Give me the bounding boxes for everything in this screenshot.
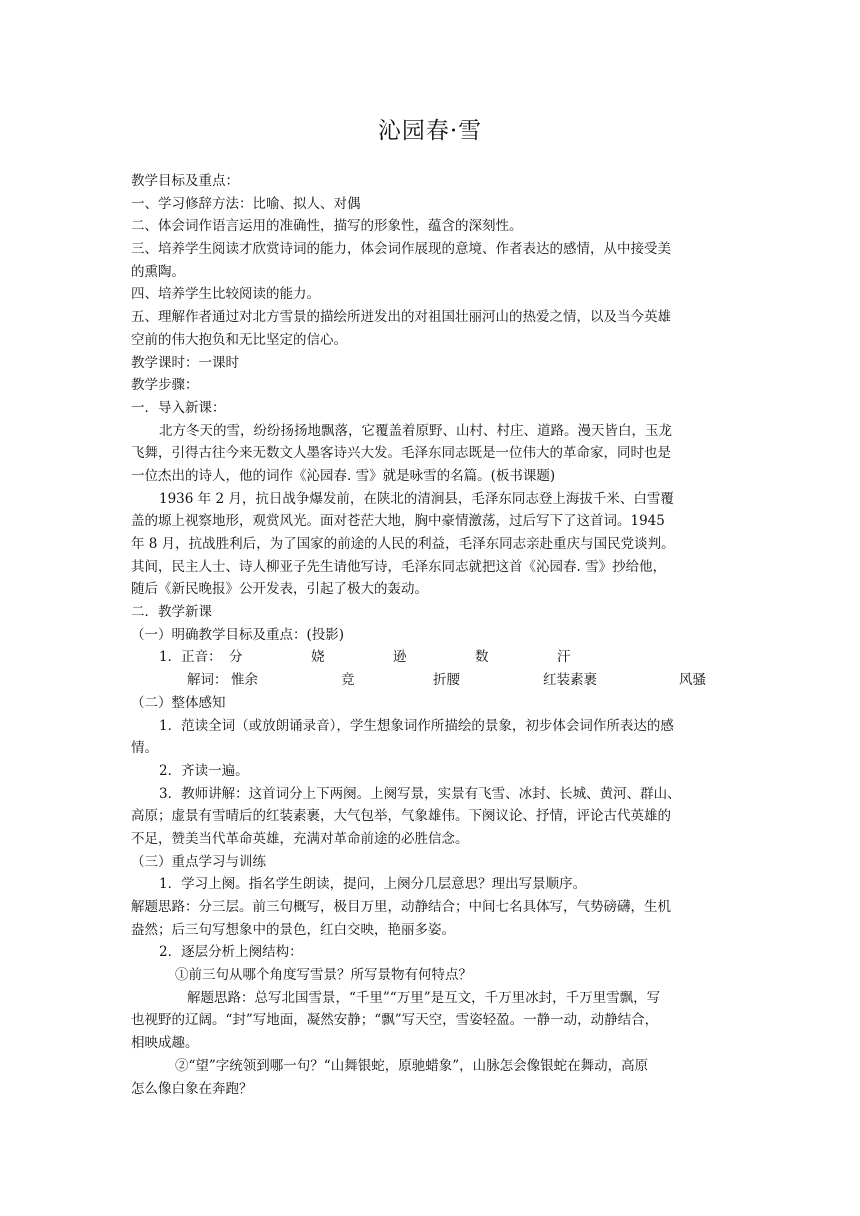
vocabulary-term: 惟余 [231,672,258,689]
pronunciation-char: 分 [229,649,243,666]
paragraph-line: 3．教师讲解：这首词分上下两阕。上阕写景，实景有飞雪、冰封、长城、黄河、群山、 [159,785,681,802]
vocabulary-term: 风骚 [679,672,706,689]
paragraph-line: 情。 [131,740,158,757]
paragraph-line: 1．范读全词（或放朗诵录音），学生想象词作所描绘的景象，初步体会词作所表达的感 [159,717,674,734]
section-heading: 教学目标及重点： [131,173,239,189]
paragraph-line: 高原；虚景有雪晴后的红装素裹，大气包举，气象雄伟。下阕议论、抒情，评论古代英雄的 [131,808,671,825]
goal-line: 的熏陶。 [131,263,185,280]
subsection-heading: （二）整体感知 [131,694,226,711]
pronunciation-char: 汗 [557,649,571,666]
goal-line: 二、体会词作语言运用的准确性，描写的形象性，蕴含的深刻性。 [131,218,523,235]
paragraph-line: 其间，民主人士、诗人柳亚子先生请他写诗，毛泽东同志就把这首《沁园春. 雪》抄给他， [131,558,667,575]
vocabulary-label: 解词： [187,672,228,689]
question-line: ①前三句从哪个角度写雪景？所写景物有何特点？ [175,967,472,984]
paragraph-line: 1936 年 2 月，抗日战争爆发前，在陕北的清涧县，毛泽东同志登上海拔千米、白雪覆 [159,490,674,507]
paragraph-line: 不足，赞美当代革命英雄，充满对革命前途的必胜信念。 [131,830,469,847]
paragraph-line: 盎然；后三句写想象中的景色，红白交映，艳丽多姿。 [131,921,455,938]
paragraph-line: 也视野的辽阔。“封”写地面，凝然安静；“飘”写天空，雪姿轻盈。一静一动，动静结合， [131,1012,659,1029]
goal-line: 空前的伟大抱负和无比坚定的信心。 [131,331,347,348]
question-line: 怎么像白象在奔跑？ [131,1080,253,1097]
question-line: ②“望”字统领到哪一句？“山舞银蛇，原驰蜡象”，山脉怎会像银蛇在舞动，高原 [175,1057,649,1074]
document-title: 沁园春·雪 [377,118,483,144]
paragraph-line: 随后《新民晚报》公开发表，引起了极大的轰动。 [131,581,428,598]
paragraph-line: 1．学习上阕。指名学生朗读，提问，上阕分几层意思？理出写景顺序。 [159,876,587,893]
step-heading: 一．导入新课： [131,399,226,416]
document-body [131,170,731,1100]
goal-line: 五、理解作者通过对北方雪景的描绘所迸发出的对祖国壮丽河山的热爱之情，以及当今英雄 [131,309,671,326]
pronunciation-char: 逊 [393,649,407,666]
paragraph-line: 解题思路：分三层。前三句概写，极目万里，动静结合；中间七名具体写，气势磅礴，生机 [131,899,671,915]
paragraph-line: 解题思路：总写北国雪景，“千里”“万里”是互文，千万里冰封，千万里雪飘，写 [187,989,661,1006]
pronunciation-char: 娆 [311,649,325,666]
goal-line: 三、培养学生阅读才欣赏诗词的能力，体会词作展现的意境、作者表达的感情，从中接受美 [131,241,671,258]
pronunciation-label: 1．正音： [159,649,222,666]
vocabulary-term: 折腰 [433,672,460,689]
paragraph-line: 2．逐层分析上阕结构： [159,944,303,961]
goal-line: 一、学习修辞方法：比喻、拟人、对偶 [131,195,361,212]
vocabulary-term: 竞 [341,672,355,689]
paragraph-line: 2．齐读一遍。 [159,762,249,779]
vocabulary-term: 红装素裹 [543,672,597,689]
goal-line: 四、培养学生比较阅读的能力。 [131,286,320,303]
paragraph-line: 北方冬天的雪，纷纷扬扬地飘落，它覆盖着原野、山村、村庄、道路。漫天皆白，玉龙 [159,422,672,439]
pronunciation-char: 数 [475,649,489,666]
paragraph-line: 一位杰出的诗人，他的词作《沁园春. 雪》就是咏雪的名篇。(板书课题) [131,467,556,484]
step-heading: 二．教学新课 [131,604,212,621]
paragraph-line: 年 8 月，抗战胜利后，为了国家的前途的人民的利益，毛泽东同志亲赴重庆与国民党谈判。 [131,536,675,552]
pronunciation-row [131,646,731,669]
paragraph-line: 盖的塬上视察地形，观赏风光。面对苍茫大地，胸中豪情激荡，过后写下了这首词。1945 [131,513,665,530]
vocabulary-row [131,669,731,692]
subsection-heading: （三）重点学习与训练 [131,853,266,870]
subsection-heading: （一）明确教学目标及重点：(投影) [131,626,345,643]
paragraph-line: 相映成趣。 [131,1035,199,1052]
paragraph-line: 飞舞，引得古往今来无数文人墨客诗兴大发。毛泽东同志既是一位伟大的革命家，同时也是 [131,445,671,462]
section-heading: 教学步骤： [131,377,199,394]
class-hours: 教学课时：一课时 [131,354,239,371]
